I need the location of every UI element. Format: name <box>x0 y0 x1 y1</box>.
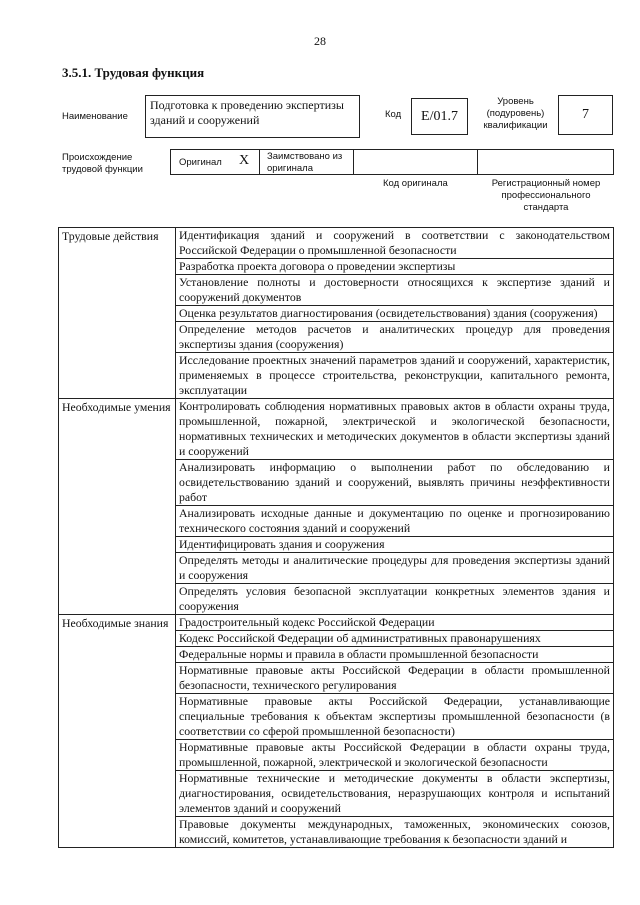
code-label: Код <box>385 109 402 120</box>
table-item-cell: Определение методов расчетов и аналитических процедур для проведения экспертизы здания (сооружения) <box>176 322 614 353</box>
table-item-cell: Исследование проектных значений параметров зданий и сооружений, характеристик, применяемых в процессе строительства, реконструкции, капитального ремонта, эксплуатации <box>176 353 614 399</box>
origin-divider <box>477 150 478 174</box>
origin-divider <box>259 150 260 174</box>
level-value: 7 <box>558 95 613 135</box>
original-label: Оригинал <box>179 157 222 168</box>
code-value: Е/01.7 <box>411 98 468 135</box>
section-title: 3.5.1. Трудовая функция <box>62 65 205 80</box>
table-item-cell: Идентификация зданий и сооружений в соответствии с законодательством Российской Федерации о промышленной безопасности <box>176 228 614 259</box>
table-item-cell: Кодекс Российской Федерации об административных правонарушениях <box>176 631 614 647</box>
function-table <box>58 227 614 848</box>
table-item-cell: Градостроительный кодекс Российской Федерации <box>176 615 614 631</box>
section-title-cell: Необходимые умения <box>59 399 176 615</box>
table-item-cell: Нормативные правовые акты Российской Федерации в области промышленной безопасности, технического регулирования <box>176 663 614 694</box>
origin-divider <box>353 150 354 174</box>
page-number: 28 <box>314 34 326 48</box>
name-value: Подготовка к проведению экспертизы зданий и сооружений <box>145 95 360 138</box>
code-original-caption: Код оригинала <box>383 178 448 189</box>
table-item-cell: Идентифицировать здания и сооружения <box>176 537 614 553</box>
reg-number-caption: Регистрационный номер профессионального стандарта <box>491 178 601 213</box>
origin-label: Происхождение трудовой функции <box>62 152 143 175</box>
name-label: Наименование <box>62 111 128 122</box>
table-row <box>59 615 614 631</box>
table-item-cell: Анализировать исходные данные и документацию по оценке и прогнозированию технического состояния зданий и сооружений <box>176 506 614 537</box>
table-row <box>59 399 614 460</box>
table-item-cell: Оценка результатов диагностирования (освидетельствования) здания (сооружения) <box>176 306 614 322</box>
table-item-cell: Определять условия безопасной эксплуатации конкретных элементов здания и сооружения <box>176 584 614 615</box>
table-item-cell: Нормативные правовые акты Российской Федерации в области охраны труда, промышленной, пожарной, электрической и экологической безопасности <box>176 740 614 771</box>
section-title-cell: Трудовые действия <box>59 228 176 399</box>
table-row <box>59 228 614 259</box>
table-item-cell: Разработка проекта договора о проведении экспертизы <box>176 259 614 275</box>
table-item-cell: Правовые документы международных, таможенных, экономических союзов, комиссий, комитетов, устанавливающие требования к безопасности зданий и <box>176 817 614 848</box>
table-item-cell: Контролировать соблюдения нормативных правовых актов в области охраны труда, промышленной, пожарной, электрической и экологической безопасности, нормативных технических и методических документов в области экспертизы зданий и сооружений <box>176 399 614 460</box>
section-title-cell: Необходимые знания <box>59 615 176 848</box>
table-item-cell: Определять методы и аналитические процедуры для проведения экспертизы зданий и сооружения <box>176 553 614 584</box>
borrowed-label: Заимствовано из оригинала <box>267 151 343 174</box>
table-item-cell: Федеральные нормы и правила в области промышленной безопасности <box>176 647 614 663</box>
table-item-cell: Нормативные правовые акты Российской Федерации, устанавливающие специальные требования к объектам экспертизы промышленной безопасности (в соответствии со сферой промышленной безопасности) <box>176 694 614 740</box>
level-label: Уровень (подуровень) квалификации <box>483 96 548 131</box>
table-item-cell: Анализировать информацию о выполнении работ по обследованию и освидетельствованию зданий и сооружений, выявлять причины неэффективности работ <box>176 460 614 506</box>
table-item-cell: Нормативные технические и методические документы в области экспертизы, диагностирования, освидетельствования, неразрушающих контроля и испытаний элементов зданий и сооружений <box>176 771 614 817</box>
origin-table <box>170 149 614 175</box>
table-item-cell: Установление полноты и достоверности относящихся к экспертизе зданий и сооружений документов <box>176 275 614 306</box>
original-mark: X <box>239 153 250 168</box>
